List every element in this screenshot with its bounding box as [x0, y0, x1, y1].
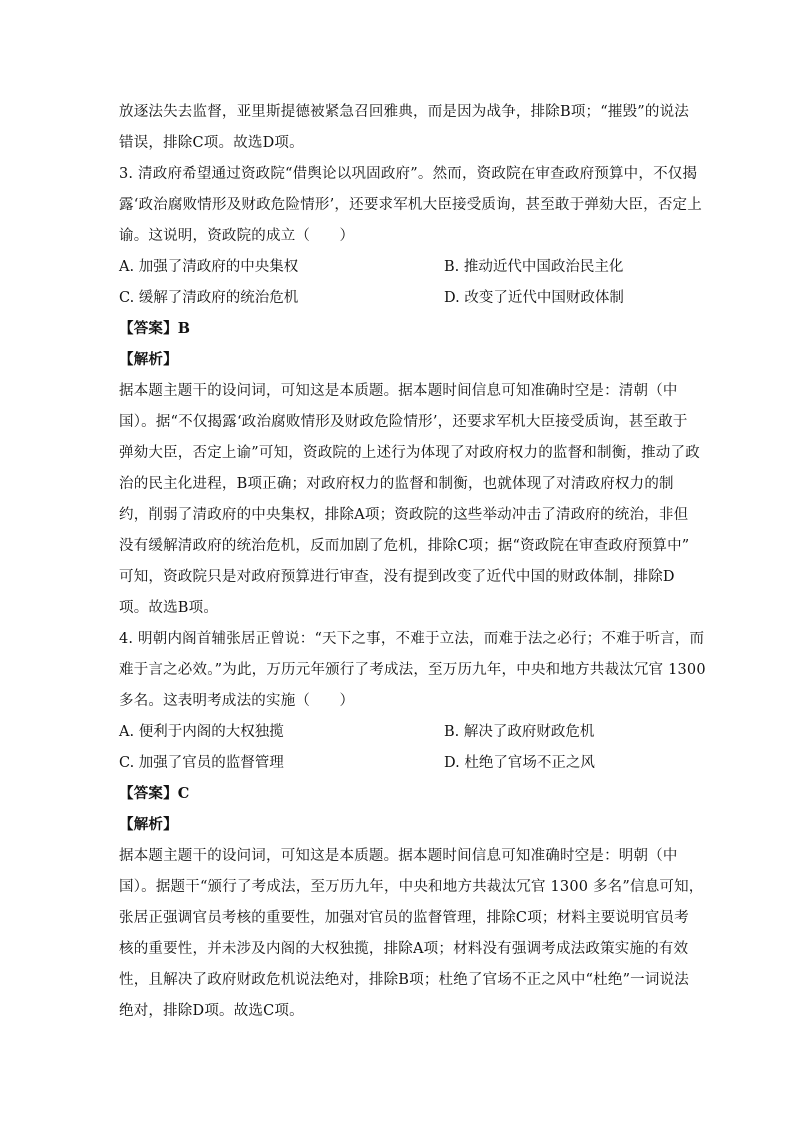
q4-stem-line: 多名。这表明考成法的实施（ ）: [119, 693, 355, 709]
q3-stem-line: 露‘政治腐败情形及财政危险情形’，还要求军机大臣接受质询，甚至敢于弹劾大臣，否定上: [119, 197, 702, 213]
q4-option-b: B. 解决了政府财政危机: [444, 724, 595, 740]
q3-option-d: D. 改变了近代中国财政体制: [444, 290, 624, 306]
intro-line: 放逐法失去监督，亚里斯提德被紧急召回雅典，而是因为战争，排除B项；“摧毁”的说法: [119, 104, 689, 120]
q4-answer: 【答案】C: [119, 785, 190, 802]
q4-option-a: A. 便利于内阁的大权独揽: [119, 724, 284, 740]
q3-answer: 【答案】B: [119, 320, 191, 337]
q4-analysis-line: 性，且解决了政府财政危机说法绝对，排除B项；杜绝了官场不正之风中“杜绝”一词说法: [119, 972, 689, 988]
q4-analysis-line: 绝对，排除D项。故选C项。: [119, 1003, 304, 1019]
q4-option-c: C. 加强了官员的监督管理: [119, 755, 284, 771]
q3-analysis-line: 没有缓解清政府的统治危机，反而加剧了危机，排除C项；据“资政院在审查政府预算中”: [119, 538, 690, 554]
q4-stem-line: 4. 明朝内阁首辅张居正曾说：“天下之事，不难于立法，而难于法之必行；不难于听言，而: [119, 631, 705, 647]
q3-analysis-line: 项。故选B项。: [119, 600, 219, 616]
q3-analysis-line: 可知，资政院只是对政府预算进行审查，没有提到改变了近代中国的财政体制，排除D: [119, 569, 675, 585]
intro-line: 错误，排除C项。故选D项。: [119, 135, 304, 151]
q4-analysis-line: 据本题主题干的设问词，可知这是本质题。据本题时间信息可知准确时空是：明朝（中: [119, 848, 678, 864]
q3-analysis-line: 约，削弱了清政府的中央集权，排除A项；资政院的这些举动冲击了清政府的统治，非但: [119, 507, 689, 523]
q4-analysis-line: 核的重要性，并未涉及内阁的大权独揽，排除A项；材料没有强调考成法政策实施的有效: [119, 941, 689, 957]
q3-analysis-line: 国）。据“不仅揭露‘政治腐败情形及财政危险情形’，还要求军机大臣接受质询，甚至敢于: [119, 414, 688, 430]
q4-analysis-heading: 【解析】: [119, 816, 178, 833]
q3-option-a: A. 加强了清政府的中央集权: [119, 259, 299, 275]
q3-stem-line: 谕。这说明，资政院的成立（ ）: [119, 228, 355, 244]
q3-option-c: C. 缓解了清政府的统治危机: [119, 290, 299, 306]
q3-analysis-line: 治的民主化进程，B项正确；对政府权力的监督和制衡，也就体现了对清政府权力的制: [119, 476, 674, 492]
q3-analysis-heading: 【解析】: [119, 351, 178, 368]
q4-analysis-line: 国）。据题干“颁行了考成法，至万历九年，中央和地方共裁汰冗官 1300 多名”信息可知，: [119, 879, 704, 895]
q4-analysis-line: 张居正强调官员考核的重要性，加强对官员的监督管理，排除C项；材料主要说明官员考: [119, 910, 689, 926]
q3-analysis-line: 据本题主题干的设问词，可知这是本质题。据本题时间信息可知准确时空是：清朝（中: [119, 383, 678, 399]
q4-option-d: D. 杜绝了官场不正之风: [444, 755, 595, 771]
q3-option-b: B. 推动近代中国政治民主化: [444, 259, 624, 275]
q3-stem-line: 3. 清政府希望通过资政院“借舆论以巩固政府”。然而，资政院在审查政府预算中，不仅揭: [119, 166, 698, 182]
q4-stem-line: 难于言之必效。”为此，万历元年颁行了考成法，至万历九年，中央和地方共裁汰冗官 1300: [119, 662, 706, 678]
q3-analysis-line: 弹劾大臣，否定上谕”可知，资政院的上述行为体现了对政府权力的监督和制衡，推动了政: [119, 445, 700, 461]
